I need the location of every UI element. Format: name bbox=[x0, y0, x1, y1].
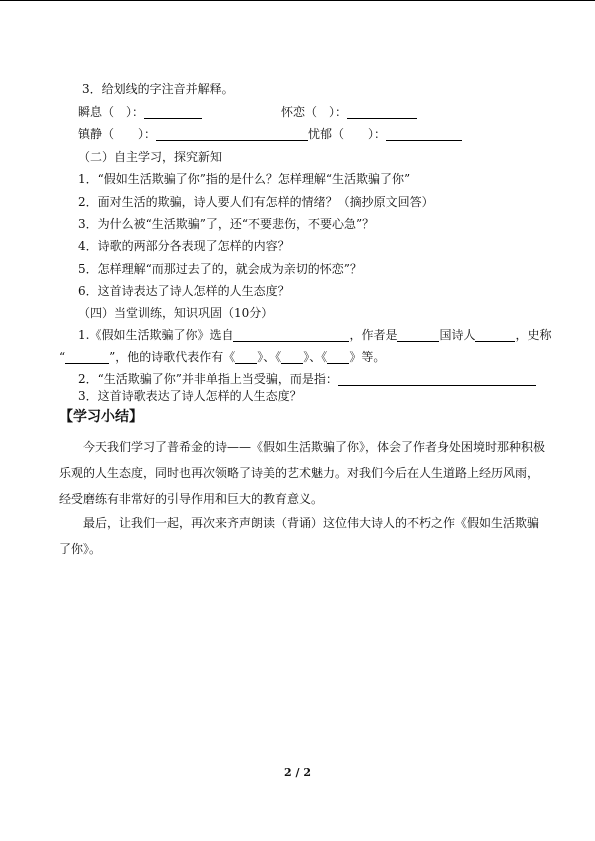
section-2-question-1: 1．“假如生活欺骗了你”指的是什么？怎样理解“生活欺骗了你” bbox=[78, 172, 411, 186]
q1-text-i: 》等。 bbox=[349, 350, 386, 364]
q1-blank-source[interactable] bbox=[233, 328, 349, 342]
vocab-row-1 bbox=[78, 104, 202, 120]
q1-text-b: ，作者是 bbox=[349, 328, 398, 342]
section-2-question-2: 2．面对生活的欺骗，诗人要人们有怎样的情绪？（摘抄原文回答） bbox=[78, 195, 434, 209]
q2-text: 2．“生活欺骗了你”并非单指上当受骗，而是指： bbox=[78, 372, 338, 386]
section-2-question-4: 4．诗歌的两部分各表现了怎样的内容？ bbox=[78, 239, 290, 253]
q1-text-c: 国诗人 bbox=[439, 328, 476, 342]
vocab-word-shunxi: 瞬息（ ）： bbox=[78, 105, 145, 119]
section-4-question-1-line-1 bbox=[78, 327, 552, 343]
page-number: 2 / 2 bbox=[284, 766, 311, 779]
q1-blank-title[interactable] bbox=[65, 350, 109, 364]
section-2-question-3: 3．为什么被“生活欺骗”了，还“不要悲伤，不要心急”？ bbox=[78, 217, 375, 231]
vocab-row-2 bbox=[78, 126, 462, 142]
q1-text-f: ”，他的诗歌代表作有《 bbox=[109, 350, 236, 364]
vocab-answer-blank-4[interactable] bbox=[386, 127, 462, 141]
q1-text-d: ，史称 bbox=[515, 328, 552, 342]
section-2-question-5: 5．怎样理解“而那过去了的，就会成为亲切的怀恋”？ bbox=[78, 262, 362, 276]
summary-paragraph-2: 最后，让我们一起，再次来齐声朗读（背诵）这位伟大诗人的不朽之作《假如生活欺骗了你》。 bbox=[59, 516, 540, 556]
page-top-rule bbox=[0, 0, 595, 1]
section-4-question-2 bbox=[78, 371, 536, 387]
vocab-word-zhenjing: 镇静（ ）： bbox=[78, 127, 157, 141]
q1-blank-poet[interactable] bbox=[475, 328, 515, 342]
q1-blank-work-2[interactable] bbox=[281, 350, 303, 364]
q1-text-e: “ bbox=[59, 350, 66, 364]
section-4-question-3: 3．这首诗歌表达了诗人怎样的人生态度？ bbox=[78, 389, 302, 403]
q1-blank-country[interactable] bbox=[397, 328, 439, 342]
section-2-question-6: 6．这首诗表达了诗人怎样的人生态度？ bbox=[78, 284, 290, 298]
vocab-word-huailian: 怀恋（ ）： bbox=[281, 105, 348, 119]
q1-text-h: 》、《 bbox=[303, 350, 328, 364]
vocab-word-youyu: 忧郁（ ）： bbox=[308, 127, 387, 141]
summary-heading: 【学习小结】 bbox=[59, 409, 143, 425]
vocab-answer-blank-1[interactable] bbox=[144, 105, 202, 119]
q2-blank[interactable] bbox=[338, 372, 536, 386]
q1-blank-work-3[interactable] bbox=[327, 350, 349, 364]
vocab-answer-blank-2[interactable] bbox=[347, 105, 417, 119]
vocab-instruction: 3．给划线的字注音并解释。 bbox=[82, 82, 234, 96]
summary-paragraph-1: 今天我们学习了普希金的诗——《假如生活欺骗了你》，体会了作者身处困境时那种积极乐观的人生态度，同时也再次领略了诗美的艺术魅力。对我们今后在人生道路上经历风雨，经受磨练有非常好的引导作用和巨大的教育意义。 bbox=[59, 440, 546, 506]
q1-text-g: 》、《 bbox=[257, 350, 282, 364]
section-4-question-1-line-2 bbox=[59, 349, 385, 365]
vocab-answer-blank-3[interactable] bbox=[156, 127, 308, 141]
q1-text-a: 1.《假如生活欺骗了你》选自 bbox=[78, 328, 234, 342]
vocab-row-1b bbox=[281, 104, 417, 120]
section-4-title: （四）当堂训练，知识巩固（10分） bbox=[78, 306, 274, 320]
section-2-title: （二）自主学习，探究新知 bbox=[78, 150, 223, 164]
q1-blank-work-1[interactable] bbox=[235, 350, 257, 364]
